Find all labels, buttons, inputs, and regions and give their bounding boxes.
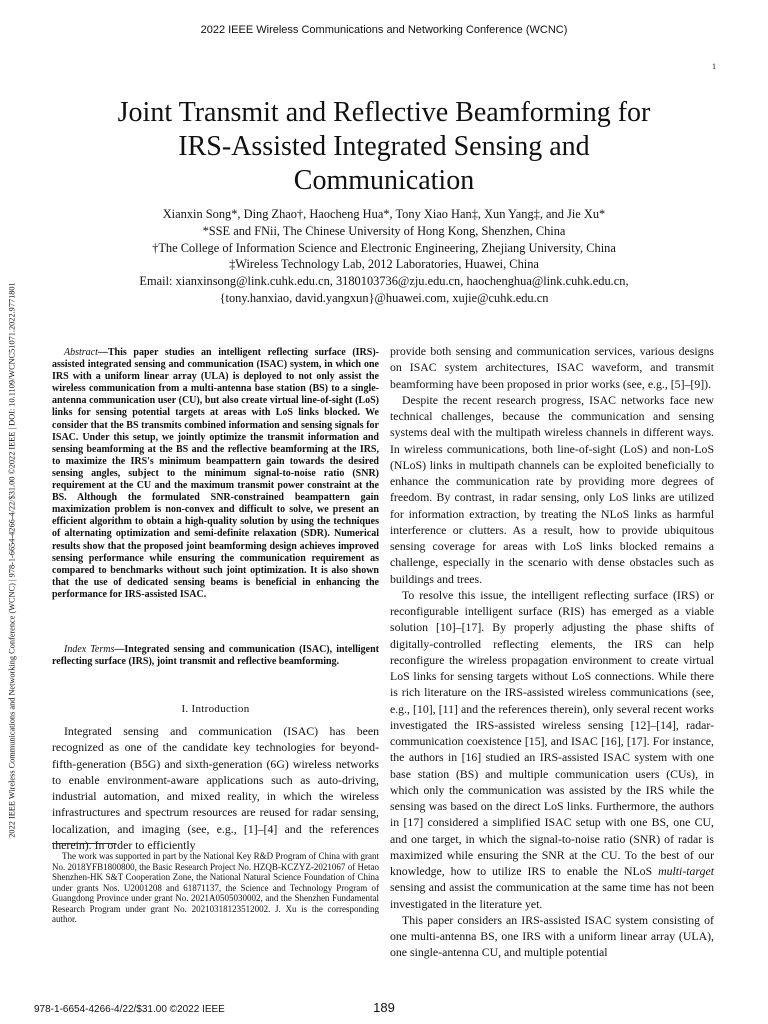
section-heading: I. Introduction bbox=[181, 703, 250, 715]
index-terms-label: Index Terms bbox=[64, 644, 115, 655]
abstract bbox=[52, 347, 379, 601]
footer-page-number: 189 bbox=[373, 1000, 395, 1015]
affiliation: †The College of Information Science and Electronic Engineering, Zhejiang University, China bbox=[152, 240, 616, 255]
funding-footnote: The work was supported in part by the National Key R&D Program of China with grant No. 2018YFB1800800, the Basic Research Project No. HZQB-KCZYZ-2021067 of Hetao Shenzhen-HK S&T Cooperation Zone, the National Natural Science Foundation of China under grants Nos. U2001208 and 61871137, the Science and Technology Program of Guangdong Province under grant No. 2021A0505030002, and the Shenzhen Fundamental Research Program under grant No. 20210318123512002. J. Xu is the corresponding author. bbox=[52, 851, 379, 925]
body-paragraph bbox=[390, 587, 714, 912]
email-line: {tony.hanxiao, david.yangxun}@huawei.com, xujie@cuhk.edu.cn bbox=[219, 290, 549, 305]
abstract-label: Abstract bbox=[64, 347, 98, 358]
body-paragraph: Despite the recent research progress, ISAC networks face new technical challenges, because the communication and sensing systems deal with the multipath wireless channels in different ways. In wireless communications, both line-of-sight (LoS) and non-LoS (NLoS) links in multipath channels can be exploited beneficially to enhance the communication rate by providing more degrees of freedom. By contrast, in radar sensing, only LoS links are utilized for information extraction, by treating the NLoS links as harmful interference or clutters. As a result, how to provide ubiquitous sensing coverage for areas with LoS links blocked remains a challenge, especially in the scenario with dense obstacles such as buildings and trees. bbox=[390, 392, 714, 586]
side-citation-text: 2022 IEEE Wireless Communications and Networking Conference (WCNC) | 978-1-6654-4266-4/22/$31.00 ©2022 IEEE | DOI: 10.1109/WCNC51071.2022.9771801 bbox=[7, 282, 16, 838]
body-text-run: To resolve this issue, the intelligent reflecting surface (IRS) or reconfigurable intelligent surface (RIS) has emerged as a viable solution [10]–[17]. By properly adjusting the phase shifts of digitally-controlled reflecting elements, the IRS can help reconfigure the wireless propagation environment to create virtual LoS links for sensing targets without LoS connections. While there is rich literature on the IRS-assisted wireless communications (see, e.g., [10], [11] and the references therein), only several recent works investigated the IRS-assisted wireless sensing [12]–[14], radar-communication coexistence [15], and ISAC [16], [17]. For instance, the authors in [16] studied an IRS-assisted ISAC system with one base station (BS) and multiple communication users (CUs), in which only the communication was assisted by the IRS while the sensing was based on the direct LoS links. Furthermore, the authors in [17] considered a simplified ISAC setup with one BS, one CU, and one target, in which the signal-to-noise ratio (SNR) of radar is maximized while ensuring the SNR at the CU. To the best of our knowledge, how to utilize IRS to enable the NLoS bbox=[390, 587, 714, 878]
title-line: IRS-Assisted Integrated Sensing and bbox=[178, 131, 590, 162]
abstract-text: —This paper studies an intelligent reflecting surface (IRS)-assisted integrated sensing and communication (ISAC) system, in which one IRS with a uniform linear array (ULA) is deployed to not only assist the wireless communication from a multi-antenna base station (BS) to a single-antenna communication user (CU), but also create virtual line-of-sight (LoS) links for sensing potential targets at areas with LoS links blocked. We consider that the BS transmits combined information and sensing signals for ISAC. Under this setup, we jointly optimize the transmit information and sensing beamforming at the BS and the reflective beamforming at the IRS, to maximize the IRS's minimum beampattern gain towards the desired sensing angles, subject to the minimum signal-to-noise ratio (SNR) requirement at the CU and the maximum transmit power constraint at the BS. Although the formulated SNR-constrained beampattern gain maximization problem is non-convex and difficult to solve, we present an efficient algorithm to obtain a high-quality solution by using the techniques of alternating optimization and semi-definite relaxation (SDR). Numerical results show that the proposed joint beamforming design achieves improved sensing performance while ensuring the communication requirement as compared to benchmarks without such joint optimization. It is also shown that the use of dedicated sensing beams is beneficial in enhancing the performance for IRS-assisted ISAC. bbox=[52, 347, 379, 600]
side-citation-strip bbox=[5, 190, 18, 930]
affiliation: ‡Wireless Technology Lab, 2012 Laboratories, Huawei, China bbox=[229, 257, 539, 272]
email-line: Email: xianxinsong@link.cuhk.edu.cn, 3180103736@zju.edu.cn, haochenghua@link.cuhk.edu.cn, bbox=[139, 274, 629, 289]
body-paragraph: provide both sensing and communication services, various designs on ISAC system architectures, ISAC waveform, and transmit beamforming have been proposed in prior works (see, e.g., [5]–[9]). bbox=[390, 344, 714, 391]
title-line: Joint Transmit and Reflective Beamforming for bbox=[117, 97, 651, 128]
intro-paragraph: Integrated sensing and communication (ISAC) has been recognized as one of the candidate key technologies for beyond-fifth-generation (B5G) and sixth-generation (6G) wireless networks to enable environment-aware applications such as auto-driving, industrial automation, and mixed reality, in which the wireless infrastructures and spectrum resources are reused for radar sensing, localization, and imaging (see, e.g., [1]–[4] and the references therein). In order to efficiently bbox=[52, 724, 379, 852]
body-text-emphasis: multi-target bbox=[658, 864, 714, 878]
index-terms-text: —Integrated sensing and communication (ISAC), intelligent reflecting surface (IRS), joint transmit and reflective beamforming. bbox=[52, 644, 379, 668]
body-text-run: sensing and assist the communication at the same time has not been investigated in the literature yet. bbox=[390, 880, 714, 911]
author-list: Xianxin Song*, Ding Zhao†, Haocheng Hua*, Tony Xiao Han‡, Xun Yang‡, and Jie Xu* bbox=[162, 207, 606, 221]
right-column bbox=[390, 343, 714, 961]
footer-copyright: 978-1-6654-4266-4/22/$31.00 ©2022 IEEE bbox=[34, 1004, 225, 1015]
conference-header: 2022 IEEE Wireless Communications and Networking Conference (WCNC) bbox=[200, 24, 568, 36]
footnote-divider bbox=[52, 843, 116, 844]
page-corner-number: 1 bbox=[712, 62, 716, 71]
author-block bbox=[40, 206, 728, 307]
affiliation: *SSE and FNii, The Chinese University of Hong Kong, Shenzhen, China bbox=[202, 223, 566, 238]
body-paragraph: This paper considers an IRS-assisted ISAC system consisting of one multi-antenna BS, one IRS with a uniform linear array (ULA), one single-antenna CU, and multiple potential bbox=[390, 912, 714, 960]
paper-title bbox=[60, 96, 708, 198]
index-terms bbox=[52, 644, 379, 668]
title-line: Communication bbox=[293, 165, 475, 196]
